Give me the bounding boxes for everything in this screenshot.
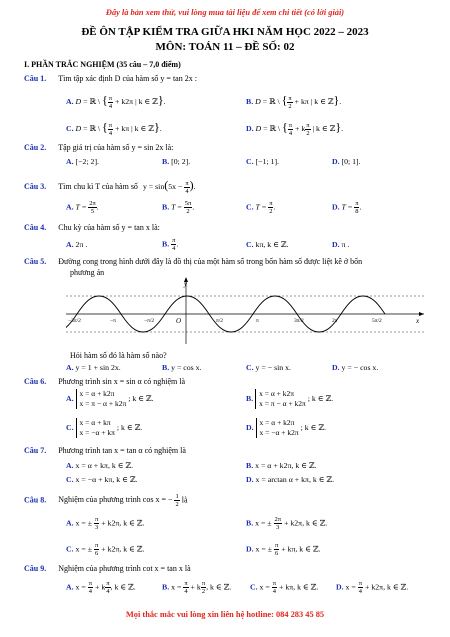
q6-option-c[interactable]: C. x = α + kπ x = −α + kπ ; k ∈ ℤ. — [66, 418, 143, 437]
tick-label: −π — [110, 318, 116, 324]
q6-option-b[interactable]: B. x = α + k2π x = π − α + k2π ; k ∈ ℤ. — [246, 389, 334, 408]
q5-option-d[interactable]: D. y = − cos x. — [332, 363, 379, 372]
graph-x-label: x — [416, 317, 420, 325]
cosine-graph — [66, 276, 426, 346]
q3-option-d[interactable]: D. T = $\frac{\pi}{8}$ . — [332, 200, 362, 215]
question-3: Câu 3. Tìm chu kì T của hàm số y = sin(5x − $\frac{\pi}{4}$ ). — [24, 178, 196, 195]
question-5-cont: phương án — [70, 268, 105, 277]
q2-option-c[interactable]: C. [−1; 1]. — [246, 157, 279, 166]
q6-option-d[interactable]: D. x = α + k2π x = −α + k2π ; k ∈ ℤ. — [246, 418, 326, 437]
question-text: Nghiệm của phương trình cos x = − — [58, 495, 173, 505]
q7-option-d[interactable]: D. x = arctan α + kπ, k ∈ ℤ. — [246, 475, 335, 484]
question-4 — [24, 223, 160, 232]
q9-option-c[interactable]: C. x = $\frac{\pi}{4}$ + kπ, k ∈ ℤ. — [250, 580, 319, 595]
question-label: Câu 7. — [24, 446, 47, 455]
tick-label: 5π/2 — [372, 318, 382, 324]
q3-option-c[interactable]: C. T = $\frac{\pi}{2}$ . — [246, 200, 276, 215]
q2-option-a[interactable]: A. [−2; 2]. — [66, 157, 99, 166]
graph-y-label: y — [184, 280, 188, 288]
question-label: Câu 6. — [24, 377, 47, 386]
question-9 — [24, 564, 191, 573]
tick-label: −π/2 — [144, 318, 155, 324]
question-8: Câu 8. Nghiệm của phương trình cos x = − $\frac{1}{2}$ là — [24, 493, 188, 508]
question-1 — [24, 74, 197, 83]
question-label: Câu 1. — [24, 74, 47, 83]
q3-option-a[interactable]: A. T = $\frac{2\pi}{5}$ . — [66, 200, 99, 215]
question-label: Câu 3. — [24, 182, 47, 191]
question-7 — [24, 446, 186, 455]
question-text: Chu kỳ của hàm số y = tan x là: — [58, 223, 160, 232]
q1-option-d[interactable]: D. D = ℝ \ { $\frac{\pi}{4}$ + k $\frac{\pi}{2}$ | k ∈ ℤ}. — [246, 120, 344, 137]
q8-option-d[interactable]: D. x = ± $\frac{\pi}{6}$ + kπ, k ∈ ℤ. — [246, 542, 321, 557]
q7-option-c[interactable]: C. x = −α + kπ, k ∈ ℤ. — [66, 475, 138, 484]
question-label: Câu 4. — [24, 223, 47, 232]
question-text: Phương trình sin x = sin α có nghiệm là — [58, 377, 186, 386]
exam-title: ĐỀ ÔN TẬP KIỂM TRA GIỮA HKI NĂM HỌC 2022 – 2023 — [81, 26, 369, 38]
tick-label: π/2 — [216, 318, 224, 324]
q4-option-a[interactable]: A. 2π . — [66, 240, 88, 249]
q3-option-b[interactable]: B. T = $\frac{5\pi}{2}$ . — [162, 200, 195, 215]
q5-question: Hỏi hàm số đó là hàm số nào? — [70, 351, 167, 360]
q7-option-a[interactable]: A. x = α + kπ, k ∈ ℤ. — [66, 461, 134, 470]
q2-option-d[interactable]: D. [0; 1]. — [332, 157, 361, 166]
q4-option-b[interactable]: B. $\frac{\pi}{4}$ . — [162, 237, 179, 252]
q9-option-d[interactable]: D. x = $\frac{\pi}{4}$ + k2π, k ∈ ℤ. — [336, 580, 409, 595]
q8-option-b[interactable]: B. x = ± $\frac{2\pi}{3}$ + k2π, k ∈ ℤ. — [246, 516, 328, 531]
q9-option-a[interactable]: A. x = $\frac{\pi}{4}$ + k $\frac{\pi}{4}$ , k ∈ ℤ. — [66, 580, 136, 595]
q8-option-c[interactable]: C. x = ± $\frac{\pi}{6}$ + k2π, k ∈ ℤ. — [66, 542, 145, 557]
exam-subtitle: MÔN: TOÁN 11 – ĐỀ SỐ: 02 — [155, 41, 295, 53]
question-text: Phương trình tan x = tan α có nghiệm là — [58, 446, 186, 455]
tick-label: π — [256, 318, 259, 324]
question-text: Tập giá trị của hàm số y = sin 2x là: — [58, 143, 174, 152]
question-text: Tìm chu kì T của hàm số — [58, 182, 138, 191]
q5-option-b[interactable]: B. y = cos x. — [162, 363, 202, 372]
tick-label: 3π/2 — [294, 318, 304, 324]
tick-label: 2π — [332, 318, 338, 324]
q1-option-b[interactable]: B. D = ℝ \ { $\frac{\pi}{2}$ + kπ | k ∈ ℤ}. — [246, 93, 342, 110]
question-label: Câu 9. — [24, 564, 47, 573]
question-2 — [24, 143, 173, 152]
q6-option-a[interactable]: A. x = α + k2π x = π − α + k2π ; k ∈ ℤ. — [66, 389, 154, 408]
preview-banner: Đây là bản xem thử, vui lòng mua tài liệu để xem chi tiết (có lời giải) — [105, 8, 345, 17]
q9-option-b[interactable]: B. x = $\frac{\pi}{4}$ + k $\frac{\pi}{2}$ , k ∈ ℤ. — [162, 580, 232, 595]
q2-option-b[interactable]: B. [0; 2]. — [162, 157, 191, 166]
question-label: Câu 2. — [24, 143, 47, 152]
graph-origin: O — [176, 317, 182, 325]
q5-option-c[interactable]: C. y = − sin x. — [246, 363, 291, 372]
tick-label: −3π/2 — [68, 318, 81, 324]
q7-option-b[interactable]: B. x = α + k2π, k ∈ ℤ. — [246, 461, 317, 470]
question-label: Câu 5. — [24, 257, 47, 266]
question-6 — [24, 377, 185, 386]
q4-option-d[interactable]: D. π . — [332, 240, 350, 249]
question-label: Câu 8. — [24, 495, 47, 505]
question-5: Câu 5. Đường cong trong hình dưới đây là đồ thị của một hàm số trong bốn hàm số được liệt kê ở bốn — [24, 257, 363, 266]
q5-option-a[interactable]: A. y = 1 + sin 2x. — [66, 363, 121, 372]
question-text: Nghiệm của phương trình cot x = tan x là — [58, 564, 191, 573]
section-title: I. PHẦN TRẮC NGHIỆM (35 câu – 7,0 điểm) — [24, 60, 181, 69]
footer-hotline: Mọi thắc mắc vui lòng xin liên hệ hotline: 084 283 45 85 — [125, 610, 325, 619]
q1-option-a[interactable]: A. D = ℝ \ { $\frac{\pi}{4}$ + k2π | k ∈ ℤ}. — [66, 93, 166, 110]
q8-option-a[interactable]: A. x = ± $\frac{\pi}{3}$ + k2π, k ∈ ℤ. — [66, 516, 145, 531]
question-text: Tìm tập xác định D của hàm số y = tan 2x : — [58, 74, 197, 83]
q1-option-c[interactable]: C. D = ℝ \ { $\frac{\pi}{4}$ + kπ | k ∈ ℤ}. — [66, 120, 162, 137]
q4-option-c[interactable]: C. kπ, k ∈ ℤ. — [246, 240, 289, 249]
